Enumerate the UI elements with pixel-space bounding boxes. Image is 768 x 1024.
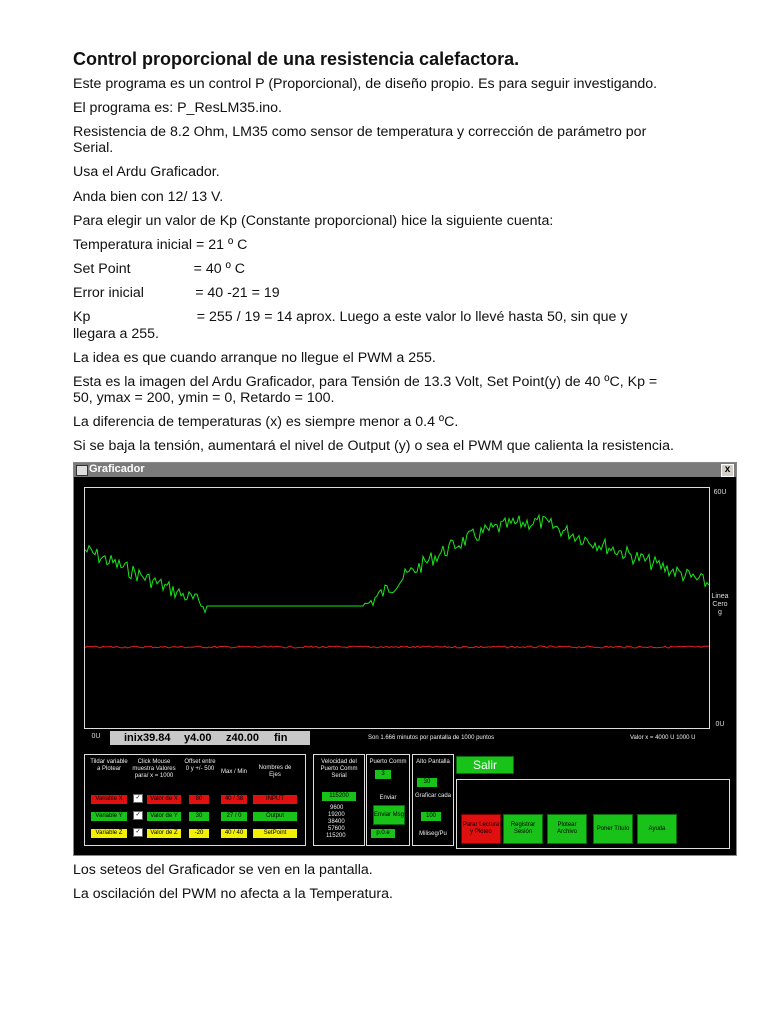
plot-top-label: 60U: [713, 489, 727, 496]
ms-label: Miliseg/Pu: [419, 831, 447, 837]
paragraph: Error inicial = 40 -21 = 19: [73, 285, 280, 301]
paragraph: Resistencia de 8.2 Ohm, LM35 como sensor de temperatura y corrección de parámetro por: [73, 124, 647, 140]
header-click: Click Mouse muestra Valores para/ x = 1000: [132, 759, 176, 779]
plot-area: [84, 487, 710, 729]
port-panel: [366, 754, 410, 846]
speed-select[interactable]: 115200: [322, 792, 356, 801]
status-y: y4.00: [184, 732, 212, 744]
footer-paragraph: La oscilación del PWM no afecta a la Temperatura.: [73, 886, 393, 902]
plot-bottom-label: 0U: [715, 721, 725, 728]
speed-option[interactable]: 9600: [330, 805, 344, 811]
actions-panel: [456, 779, 730, 849]
plot-every-label: Graficar cada: [415, 793, 452, 799]
green-trace: [85, 515, 709, 612]
maxmin-y[interactable]: 27 / 0: [221, 812, 247, 821]
paragraph: Anda bien con 12/ 13 V.: [73, 189, 224, 205]
variables-panel: [84, 754, 306, 846]
offset-y[interactable]: 30: [189, 812, 209, 821]
port-label: Puerto Comm: [369, 759, 407, 765]
paragraph: Usa el Ardu Graficador.: [73, 164, 220, 180]
speed-option[interactable]: 38400: [328, 819, 345, 825]
plot-svg: [85, 488, 709, 728]
value-y[interactable]: Valor de Y: [147, 812, 181, 821]
value-x[interactable]: Valor de X: [147, 795, 181, 804]
paragraph: La diferencia de temperaturas (x) es siempre menor a 0.4 ºC.: [73, 414, 459, 430]
zero-line-label: Linea Cero g: [711, 593, 729, 616]
window-titlebar: [74, 463, 736, 477]
comm-speed-panel: [313, 754, 365, 846]
status-x: inix39.84: [124, 732, 171, 744]
offset-z[interactable]: -20: [189, 829, 209, 838]
speed-option[interactable]: 19200: [328, 812, 345, 818]
status-end: fin: [274, 732, 288, 744]
height-input[interactable]: 30: [417, 778, 437, 787]
variable-y-label: Variable Y: [91, 812, 127, 821]
variable-x-label: Variable X: [91, 795, 127, 804]
plot-every-input[interactable]: 100: [421, 812, 441, 821]
register-session-button[interactable]: Registrar Sesión: [503, 814, 543, 844]
height-label: Alto Pantalla: [416, 759, 450, 765]
paragraph: llegara a 255.: [73, 326, 159, 342]
red-trace: [85, 646, 709, 648]
header-maxmin: Max / Min: [220, 769, 247, 775]
header-offset: Offset entre 0 y +/- 500: [184, 759, 216, 772]
header-tildar: Tildar variable a Plotear: [90, 759, 128, 772]
variable-z-label: Variable Z: [91, 829, 127, 838]
help-button[interactable]: Ayuda: [637, 814, 677, 844]
paragraph: La idea es que cuando arranque no llegue el PWM a 255.: [73, 350, 436, 366]
variable-y-checkbox[interactable]: ✓: [133, 811, 143, 820]
scale-text: Valor x = 4000 U 1000 U: [630, 735, 696, 741]
paragraph: Serial.: [73, 140, 114, 156]
offset-x[interactable]: 80: [189, 795, 209, 804]
paragraph: 50, ymax = 200, ymin = 0, Retardo = 100.: [73, 390, 335, 406]
status-bar: [110, 731, 310, 745]
name-z[interactable]: SetPoint: [253, 829, 297, 838]
send-button[interactable]: Enviar Msg: [373, 805, 405, 825]
speed-label: Velocidad del Puerto Comm Serial: [320, 759, 358, 779]
port-input[interactable]: 3: [375, 770, 391, 779]
paragraph: Si se baja la tensión, aumentará el nivel de Output (y) o sea el PWM que calienta la resistencia.: [73, 438, 674, 454]
plot-file-button[interactable]: Plotear Archivo: [547, 814, 587, 844]
status-z: z40.00: [226, 732, 260, 744]
variable-z-checkbox[interactable]: ✓: [133, 828, 143, 837]
paragraph: Este programa es un control P (Proporcional), de diseño propio. Es para seguir investigando.: [73, 76, 658, 92]
paragraph: Temperatura inicial = 21 º C: [73, 237, 248, 253]
speed-option[interactable]: 57600: [328, 826, 345, 832]
app-icon: [76, 465, 88, 476]
window-title: Graficador: [89, 463, 145, 475]
value-z[interactable]: Valor de Z: [147, 829, 181, 838]
paragraph: Kp = 255 / 19 = 14 aprox. Luego a este valor lo llevé hasta 50, sin que y: [73, 309, 628, 325]
name-x[interactable]: INPUT: [253, 795, 297, 804]
plot-left-bottom-label: 0U: [91, 733, 101, 740]
paragraph: Esta es la imagen del Ardu Graficador, para Tensión de 13.3 Volt, Set Point(y) de 40 ºC, Kp =: [73, 374, 658, 390]
plot-info-text: Son 1.666 minutos por pantalla de 1000 puntos: [368, 735, 495, 741]
paragraph: Set Point = 40 º C: [73, 261, 245, 277]
speed-option[interactable]: 115200: [326, 833, 346, 839]
header-names: Nombres de Ejes: [258, 765, 292, 778]
close-icon[interactable]: x: [721, 464, 734, 477]
salir-button[interactable]: Salir: [456, 756, 514, 774]
maxmin-z[interactable]: 40 / 40: [221, 829, 247, 838]
footer-paragraph: Los seteos del Graficador se ven en la pantalla.: [73, 862, 373, 878]
graficador-window: [73, 462, 737, 856]
variable-x-checkbox[interactable]: ✓: [133, 794, 143, 803]
page-title: Control proporcional de una resistencia calefactora.: [73, 49, 520, 69]
maxmin-x[interactable]: 40 / 38: [221, 795, 247, 804]
send-label: Enviar: [379, 795, 397, 801]
paragraph: Para elegir un valor de Kp (Constante proporcional) hice la siguiente cuenta:: [73, 213, 554, 229]
send-input[interactable]: p.0.e: [371, 829, 395, 838]
stop-button[interactable]: Parar Lectura y Ploteo: [461, 814, 501, 844]
height-panel: [412, 754, 454, 846]
name-y[interactable]: Output: [253, 812, 297, 821]
paragraph: El programa es: P_ResLM35.ino.: [73, 100, 282, 116]
set-title-button[interactable]: Poner Título: [593, 814, 633, 844]
